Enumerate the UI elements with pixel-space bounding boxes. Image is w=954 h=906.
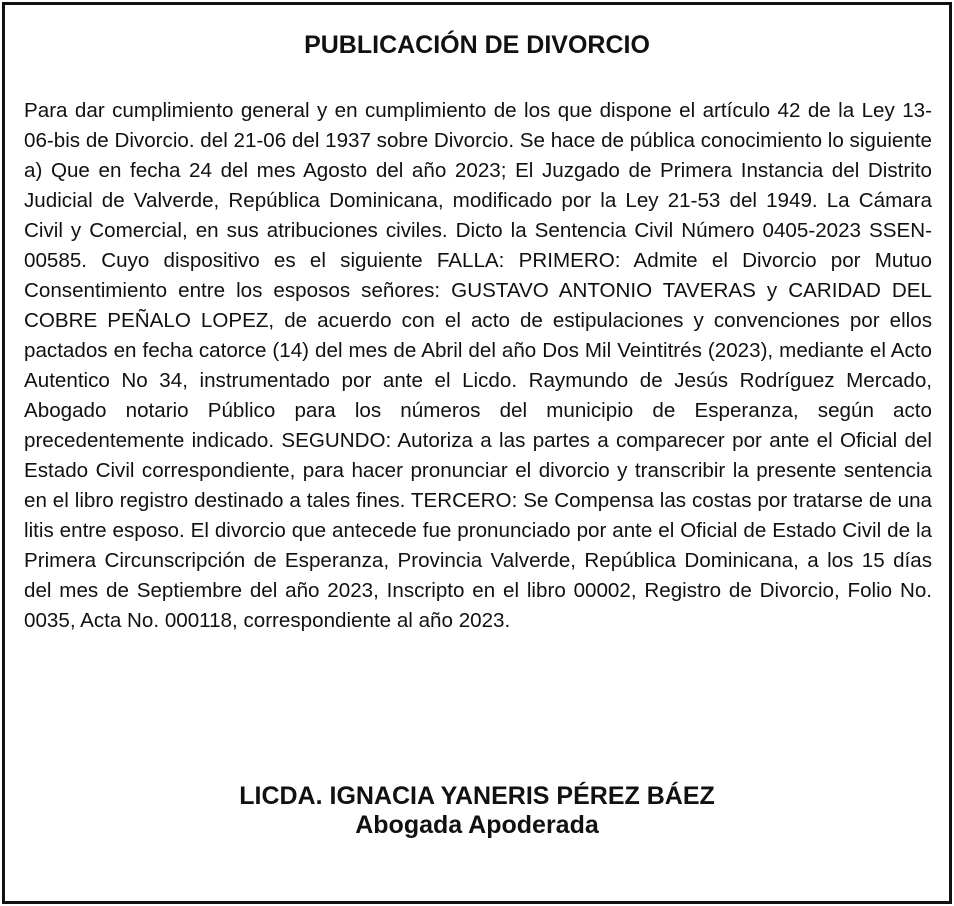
notice-body: Para dar cumplimiento general y en cumplimiento de los que dispone el artículo 42 de la Ley 13-06-bis de Divorcio. del 21-06 del 1937 sobre Divorcio. Se hace de pública conocimiento lo siguiente a) Que en fecha 24 del mes Agosto del año 2023; El Juzgado de Primera Instancia del Distrito Judicial de Valverde, República Dominicana, modificado por la Ley 21-53 del 1949. La Cámara Civil y Comercial, en sus atribuciones civiles. Dicto la Sentencia Civil Número 0405-2023 SSEN-00585. Cuyo dispositivo es el siguiente FALLA: PRIMERO: Admite el Divorcio por Mutuo Consentimiento entre los esposos señores: GUSTAVO ANTONIO TAVERAS y CARIDAD DEL COBRE PEÑALO LOPEZ, de acuerdo con el acto de estipulaciones y convenciones por ellos pactados en fecha catorce (14) del mes de Abril del año Dos Mil Veintitrés (2023), mediante el Acto Autentico No 34, instrumentado por ante el Licdo. Raymundo de Jesús Rodríguez Mercado, Abogado notario Público para los números del municipio de Esperanza, según acto precedentemente indicado. SEGUNDO: Autoriza a las partes a comparecer por ante el Oficial del Estado Civil correspondiente, para hacer pronunciar el divorcio y transcribir la presente sentencia en el libro registro destinado a tales fines. TERCERO: Se Compensa las costas por tratarse de una litis entre esposo. El divorcio que antecede fue pronunciado por ante el Oficial de Estado Civil de la Primera Circunscripción de Esperanza, Provincia Valverde, República Dominicana, a los 15 días del mes de Septiembre del año 2023, Inscripto en el libro 00002, Registro de Divorcio, Folio No. 0035, Acta No. 000118, correspondiente al año 2023. — [24, 99, 932, 632]
signature-name: LICDA. IGNACIA YANERIS PÉREZ BÁEZ — [239, 782, 715, 810]
notice-frame — [2, 2, 952, 904]
signature-role: Abogada Apoderada — [355, 811, 599, 839]
signature-block — [5, 781, 949, 839]
notice-title: PUBLICACIÓN DE DIVORCIO — [304, 31, 650, 59]
